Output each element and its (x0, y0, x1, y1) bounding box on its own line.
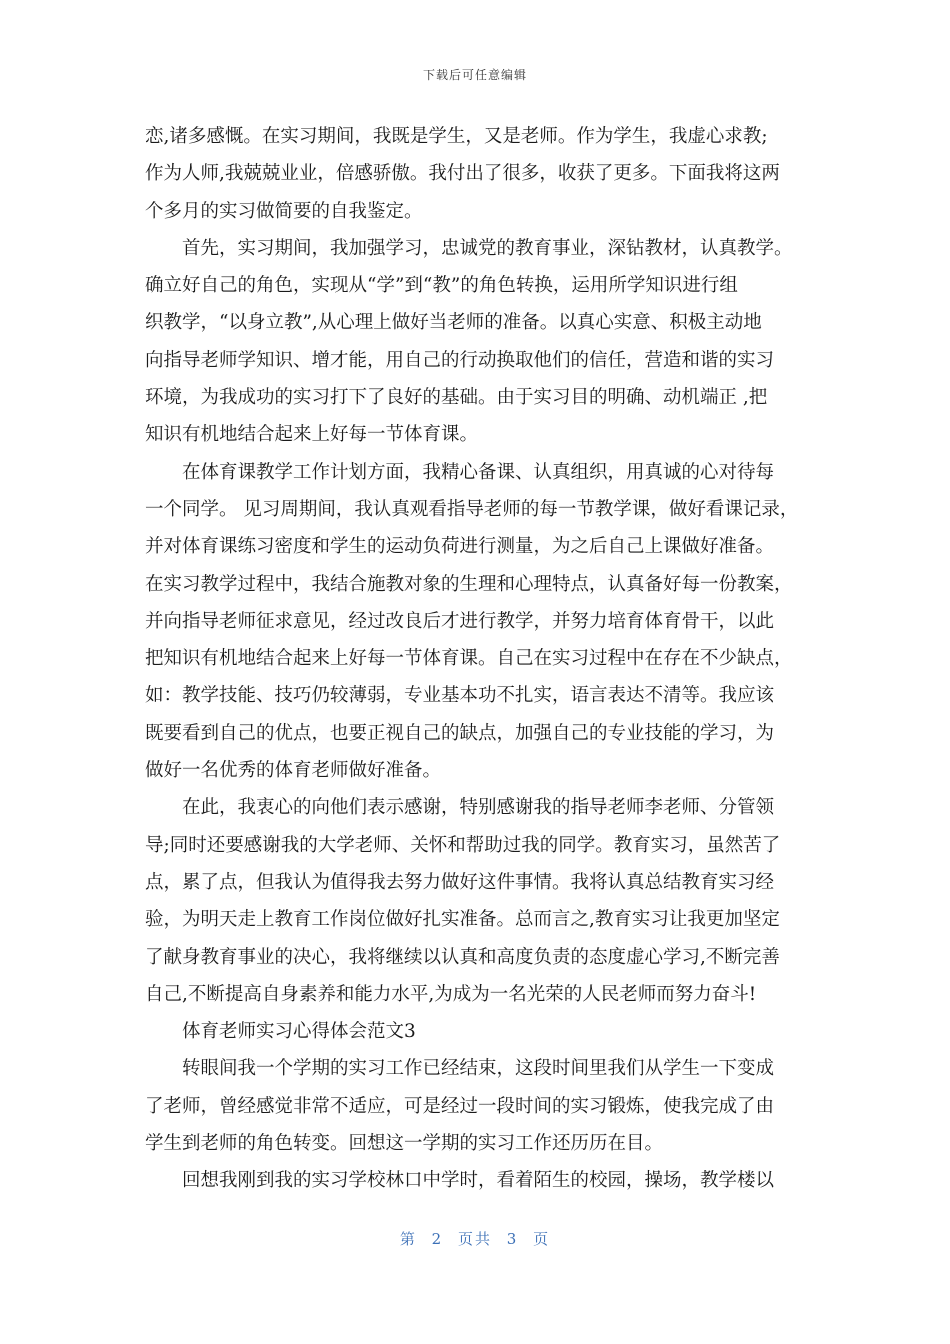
text-line: 了献身教育事业的决心，我将继续以认真和高度负责的态度虚心学习,不断完善 (145, 946, 780, 968)
text-line: 织教学，“以身立教”,从心理上做好当老师的准备。以真心实意、积极主动地 (145, 312, 762, 334)
text-line: 在实习教学过程中，我结合施教对象的生理和心理特点，认真备好每一份教案， (145, 573, 793, 595)
document-body (145, 118, 815, 1200)
text-line: 恋,诸多感慨。在实习期间，我既是学生，又是老师。作为学生，我虚心求教; (145, 126, 768, 147)
text-line: 自己,不断提高自身素养和能力水平,为成为一名光荣的人民老师而努力奋斗! (145, 983, 757, 1005)
page-header: 下载后可任意编辑 (422, 68, 527, 82)
text-line: 并向指导老师征求意见，经过改良后才进行教学，并努力培育体育骨干，以此 (145, 610, 775, 632)
text-line: 在此，我衷心的向他们表示感谢，特别感谢我的指导老师李老师、分管领 (182, 797, 775, 819)
text-line: 并对体育课练习密度和学生的运动负荷进行测量，为之后自己上课做好准备。 (145, 536, 775, 558)
text-line: 一个同学。 见习周期间，我认真观看指导老师的每一节教学课，做好看课记录， (145, 498, 799, 520)
text-line: 首先，实习期间，我加强学习，忠诚党的教育事业，深钻教材，认真教学。 (182, 237, 793, 259)
text-line: 了老师，曾经感觉非常不适应，可是经过一段时间的实习锻炼，使我完成了由 (145, 1095, 775, 1117)
text-line: 学生到老师的角色转变。回想这一学期的实习工作还历历在目。 (145, 1133, 664, 1155)
text-line: 做好一名优秀的体育老师做好准备。 (145, 760, 442, 782)
text-line: 既要看到自己的优点，也要正视自己的缺点，加强自己的专业技能的学习，为 (145, 722, 775, 744)
text-line: 点，累了点，但我认为值得我去努力做好这件事情。我将认真总结教育实习经 (145, 871, 775, 893)
text-line: 个多月的实习做简要的自我鉴定。 (145, 200, 423, 222)
page-number-footer: 第 2 页共 3 页 (399, 1230, 551, 1248)
text-line: 体育老师实习心得体会范文3 (182, 1021, 416, 1043)
text-line: 回想我刚到我的实习学校林口中学时，看着陌生的校园，操场，教学楼以 (182, 1170, 775, 1192)
text-line: 确立好自己的角色，实现从“学”到“教”的角色转换，运用所学知识进行组 (145, 275, 738, 297)
text-line: 如：教学技能、技巧仍较薄弱，专业基本功不扎实，语言表达不清等。我应该 (145, 685, 775, 707)
text-line: 环境，为我成功的实习打下了良好的基础。由于实习目的明确、动机端正 ,把 (145, 387, 768, 409)
text-line: 知识有机地结合起来上好每一节体育课。 (145, 424, 479, 446)
text-line: 把知识有机地结合起来上好每一节体育课。自己在实习过程中在存在不少缺点， (145, 648, 793, 670)
text-line: 作为人师,我兢兢业业，倍感骄傲。我付出了很多，收获了更多。下面我将这两 (145, 163, 780, 185)
text-line: 验，为明天走上教育工作岗位做好扎实准备。总而言之,教育实习让我更加坚定 (145, 909, 780, 931)
text-line: 转眼间我一个学期的实习工作已经结束，这段时间里我们从学生一下变成 (182, 1058, 775, 1080)
text-line: 导;同时还要感谢我的大学老师、关怀和帮助过我的同学。教育实习，虽然苦了 (145, 834, 781, 856)
text-line: 在体育课教学工作计划方面，我精心备课、认真组织，用真诚的心对待每 (182, 461, 775, 483)
text-line: 向指导老师学知识、增才能，用自己的行动换取他们的信任，营造和谐的实习 (145, 349, 775, 371)
